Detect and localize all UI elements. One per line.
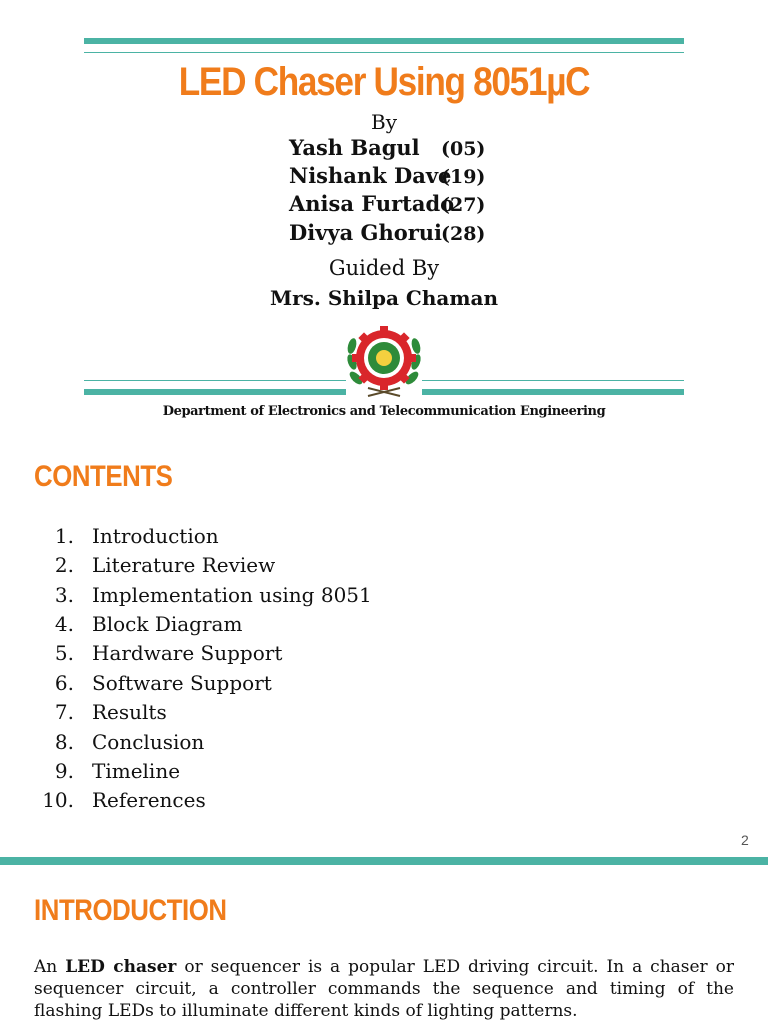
toc-item [0, 671, 500, 701]
introduction-heading: INTRODUCTION [34, 894, 227, 927]
author-name: Yash Bagul [289, 135, 420, 160]
toc-item-number: 8. [54, 730, 74, 754]
toc-item [0, 730, 500, 760]
toc-item-number: 10. [42, 788, 74, 812]
toc-item-number: 6. [54, 671, 74, 695]
by-label: By [371, 110, 397, 134]
toc-item-text: Introduction [92, 524, 219, 548]
toc-item-text: Software Support [92, 671, 272, 695]
intro-rest-text: or sequencer is a popular LED driving circuit. In a chaser or sequencer circuit, a controller commands the sequence and timing of the flashing LEDs to illuminate different kinds of lighting patterns. [34, 957, 734, 1021]
top-thin-rule [84, 52, 684, 53]
title-slide [0, 0, 768, 430]
department-name: Department of Electronics and Telecommunication Engineering [162, 404, 606, 419]
intro-lead-text: An [34, 957, 66, 977]
author-name: Divya Ghorui [289, 220, 443, 245]
author-name: Nishank Dave [289, 163, 452, 188]
toc-item [0, 641, 500, 671]
bottom-thick-rule-left [84, 389, 346, 395]
author-roll: (27) [441, 194, 486, 216]
toc-item-number: 1. [54, 524, 74, 548]
contents-heading: CONTENTS [34, 460, 173, 493]
toc-item-text: Literature Review [92, 553, 276, 577]
toc-item-number: 3. [54, 583, 74, 607]
slide-title: LED Chaser Using 8051µC [178, 60, 590, 104]
author-roll: (28) [441, 223, 486, 245]
guided-by-label: Guided By [328, 256, 440, 280]
toc-item [0, 524, 500, 554]
toc-item [0, 583, 500, 613]
toc-item-text: Implementation using 8051 [92, 583, 372, 607]
author-roll: (05) [441, 138, 486, 160]
toc-item-text: Results [92, 700, 167, 724]
top-thick-rule [84, 38, 684, 44]
toc-item-text: Timeline [92, 759, 181, 783]
slide-divider-bar [0, 857, 768, 865]
toc-item [0, 759, 500, 789]
bottom-thin-rule-left [84, 380, 346, 381]
toc-item [0, 553, 500, 583]
toc-item-text: References [92, 788, 206, 812]
toc-item-text: Hardware Support [92, 641, 283, 665]
toc-item-text: Block Diagram [92, 612, 243, 636]
toc-item-number: 7. [54, 700, 74, 724]
bottom-thin-rule-right [422, 380, 684, 381]
author-roll: (19) [441, 166, 486, 188]
author-name: Anisa Furtado [289, 191, 455, 216]
guide-name: Mrs. Shilpa Chaman [269, 286, 499, 310]
toc-item-number: 2. [54, 553, 74, 577]
toc-item [0, 700, 500, 730]
introduction-paragraph [34, 956, 734, 1022]
toc-item [0, 612, 500, 642]
toc-item-text: Conclusion [92, 730, 205, 754]
bottom-thick-rule-right [422, 389, 684, 395]
toc-item-number: 9. [54, 759, 74, 783]
intro-bold-term: LED chaser [65, 957, 177, 977]
college-emblem-icon [342, 322, 426, 400]
toc-item [0, 788, 500, 818]
page-number: 2 [741, 832, 749, 848]
toc-item-number: 5. [54, 641, 74, 665]
toc-item-number: 4. [54, 612, 74, 636]
